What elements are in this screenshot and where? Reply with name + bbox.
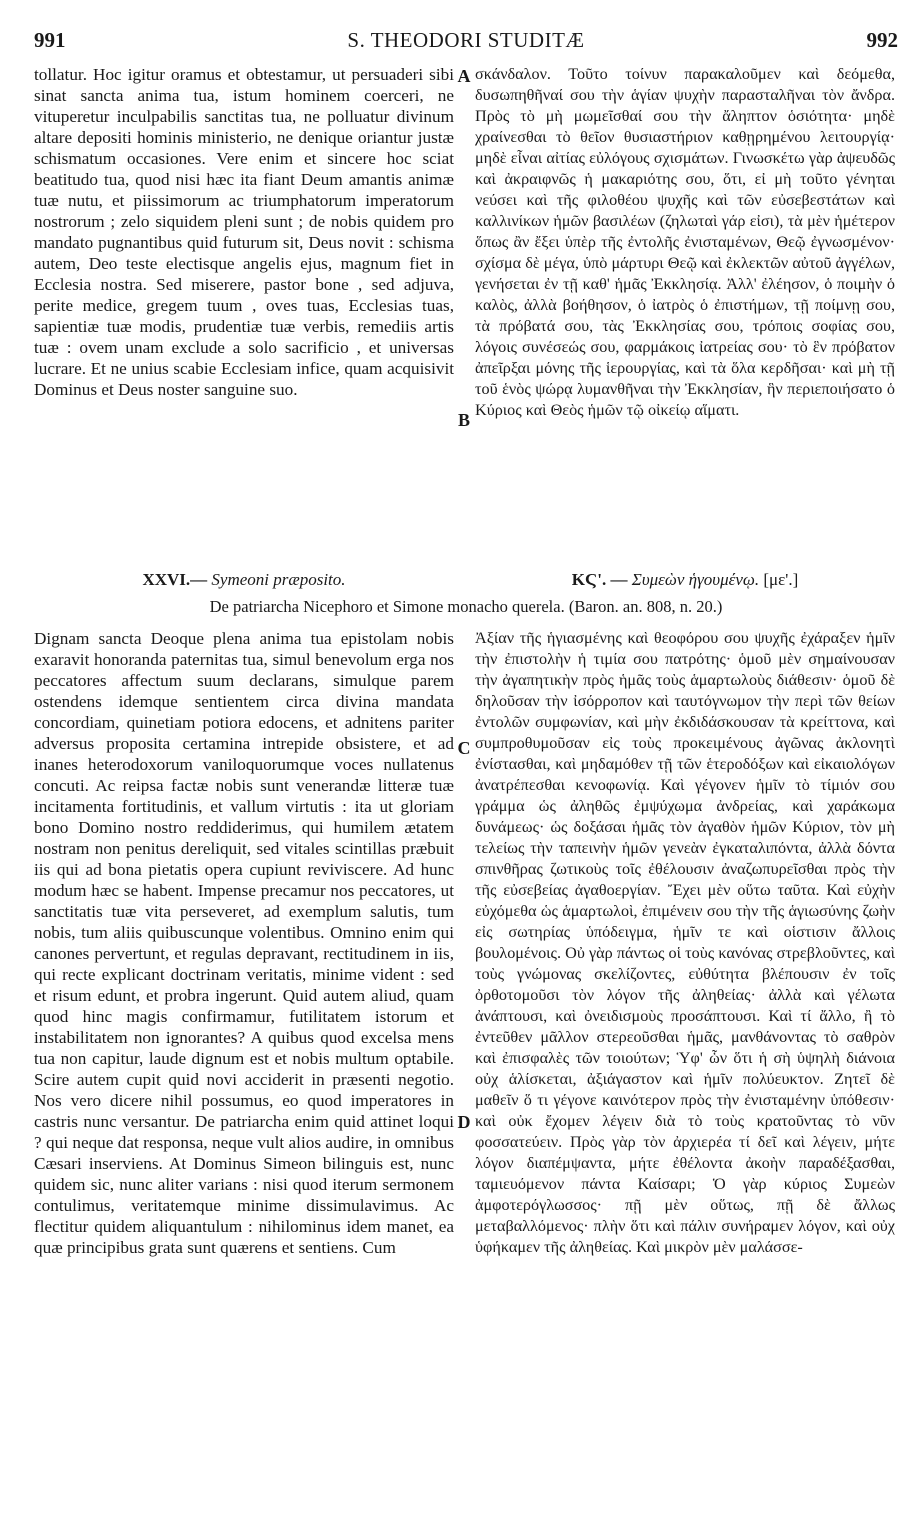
section-heading-latin — [34, 570, 454, 590]
greek-text-bottom: Ἀξίαν τῆς ἡγιασμένης καὶ θεοφόρου σου ψυχῆς ἐχάραξεν ἡμῖν τὴν ἐπιστολὴν ἡ τιμία σου πατρότης· ὁμοῦ μὲν σημαίνουσαν τὴν ἀγαπητικὴν πρὸς ἡμᾶς τοὺς ἁμαρτωλοὺς διάθεσιν· ὁμοῦ δὲ δηλοῦσαν τὴν ἰσόρροπον καὶ ταυτόγνωμον τὴν περὶ τῶν θείων ἐντολῶν συμφωνίαν, καὶ μὴν ἐκδιδάσκουσαν τὰ κρείττονα, καὶ συμπροθυμοῦσαν εἰς τοὺς προκειμένους ἀγῶνας ἀκλονητὶ ἐνίστασθαι, καὶ μηδαμόθεν τῇ τῶν ἑτεροδόξων καὶ εἰκαιολόγων ἀνατρέπεσθαι κενοφωνίᾳ. Καὶ γέγονεν ἡμῖν τὸ τίμιόν σου γράμμα ὡς ἀληθῶς ἐμψύχωμα ἀνδρείας, καὶ χαράκωμα δυνάμεως· ὡς δοξάσαι ἡμᾶς τὸν ἀγαθὸν ἡμῶν Κύριον, τὸν μὴ τελείως τὴν ταπεινὴν ἡμῶν γενεὰν ἐγκαταλιπόντα, ἀλλὰ δόντα σπινθῆρας ζωτικοὺς τοῖς ἐθέλουσιν ἀναζωπυρεῖσθαι πρὸς τὴν τῆς εὐσεβείας ἀγαθοεργίαν. Ἔχει μὲν οὕτω ταῦτα. Καὶ εὐχὴν εὐχόμεθα ὡς ἁμαρτωλοὶ, ἐπιμένειν σου τὴν τῆς ἁγιωσύνης ζωὴν εἰς σωτηρίας ὑπόδειγμα, ἡμῖν τε καὶ οἱστισιν ἄλλοις βουλομένοις. Οὐ γὰρ πάντως οἱ τοὺς κανόνας στρεβλοῦντες, καὶ τοὺς γνώμονας σκελίζοντες, εὐθύτητα βλέπουσιν ἐν τοῖς ὀρθοτομοῦσι τὸν λόγον τῆς ἀληθείας· ἀλλὰ καὶ γέλωτα ἀνάπτουσι, καὶ ὀνειδισμοὺς προσάπτουσι. Καὶ τί ἄλλο, ἢ τὸ ἐντεῦθεν μᾶλλον στερεοῦσθαι ἡμᾶς, μανθάνοντας τὸ σαθρὸν καὶ ἐπισφαλὲς τῶν τοιούτων; Ὑφ' ὧν ὅτι ἡ σὴ ὑψηλὴ διάνοια οὐχ ἁλίσκεται, ἀξιάγαστον καὶ ἡμῖν πολύευκτον. Ζητεῖ δὲ μαθεῖν ὅ τι γέγονε καινότερον πρὸς τὴν ἐνισταμένην ὑπόθεσιν· καὶ οὐκ ἔχομεν λέγειν διὰ τὸ τοὺς κρατοῦντας τὸ νῦν φοσσατεύειν. Πρὸς γὰρ τὸν ἀρχιερέα τί δεῖ καὶ λέγειν, μήτε λόγον διαπέμψαντα, μήτε ἐθέλοντα ἀκοὴν παραδέξασθαι, ταμιευόμενον πάντα Καίσαρι; Ὁ γὰρ κύριος Συμεὼν ἀμφοτερόγλωσσος· πῇ μὲν οὕτως, πῇ δὲ ἄλλως μεταβαλλόμενος· πλὴν ὅτι καὶ πάλιν συνήραμεν λόγον, καὶ οὐχ ὑφήκαμεν τῆς ἀληθείας. Καὶ μικρὸν μὲν μαλάσσε- — [475, 629, 895, 1256]
running-title: S. THEODORI STUDITÆ — [347, 28, 585, 52]
page-number-left: 991 — [34, 28, 66, 52]
section-subtitle: De patriarcha Nicephoro et Simone monacho querela. (Baron. an. 808, n. 20.) — [209, 597, 723, 616]
latin-text-top: tollatur. Hoc igitur oramus et obtestamur, ut persuaderi sibi sinat sancta anima tua, istum hominem coerceri, ne vituperetur inculpabilis sanctitas tua, ne polluatur divinum altare depositi hominis ministerio, ne denique oriantur justæ schismatum occasiones. Vere enim et sincere hoc sciat beatitudo tua, quod nisi hæc ita fiant Deum amantis animæ tuæ nutu, et piissimorum ac triumphatorum imperatorum nostrorum ; zelo siquidem pleni sunt ; de nobis quidem pro mandato pugnantibus quid futurum sit, Deus novit : schisma autem, Deo teste electisque angelis ejus, magnum fiet in Ecclesia nostra. Sed miserere, pastor bone , sed adjuva, perite medice, gregem tuum , oves tuas, Ecclesias tuas, sapientiæ tuæ modis, prudentiæ tuæ verbis, remediis artis tuæ : ovem unam exclude a solo sacrificio , et universas lucrare. Et ne unius scabie Ecclesiam infice, quam acquisivit Dominus et Deus noster sanguine suo. — [34, 65, 454, 399]
section-heading-greek — [475, 570, 895, 590]
margin-marker-a: A — [457, 66, 471, 86]
latin-text-bottom: Dignam sancta Deoque plena anima tua epistolam nobis exaravit honoranda paternitas tua, simul benevolum erga nos peccatores affectum suum declarans, simulque parem ostendens idemque sentientem circa divina mandata concordiam, quinetiam potiora edocens, et adnitens pariter adversus proposita certamina intrepide obsistere, et ad inanes heterodoxorum vaniloquorumque voces nullatenus concuti. Ac reipsa factæ nobis sunt venerandæ litteræ tuæ incitamenta fortitudinis, et vallum virtutis : ita ut gloriam bono Domino nostro reddiderimus, qui humilem ætatem nostram non penitus dereliquit, sed vitales scintillas præbuit iis qui ad bona pietatis opera cupiunt reviviscere. Ad hunc modum hæc se habent. Impense precamur nos peccatores, ut sanctitatis tuæ vita perseveret, ad exemplum salutis, tum nobis, tum aliis quibuscunque volentibus. Omnino enim qui canones pervertunt, et regulas depravant, rectitudinem in iis, qui recte explicant doctrinam veritatis, minime vident : sed et risum edunt, et probra ingerunt. Quid autem aliud, quam quod hinc magis confirmamur, futilitatem istorum et instabilitatem non ignorantes? A quibus quod excelsa mens tua non capitur, laude dignum est et nobis multum optabile. Scire autem cupit quid novi acciderit in præsenti negotio. Nos vero dicere nihil possumus, eo quod imperatores in castris nunc versantur. De patriarcha enim quid attinet loqui ? qui neque dat responsa, neque vult alios audire, in omnibus Cæsari inserviens. At Dominus Simeon bilinguis est, nunc quidem sic, nunc aliter varians : nisi quod iterum sermonem contulimus, veritatemque minime dissimulavimus. Ac flectitur quidem aliquantulum : nihilominus idem manet, ea quæ principibus grata sunt quærens et sentiens. Cum — [34, 629, 454, 1257]
margin-marker-b: B — [457, 410, 470, 430]
page-number-right: 992 — [866, 28, 898, 52]
section-reference-greek: [με'.] — [763, 570, 799, 589]
section-number-greek: ΚϚ'. — — [571, 570, 628, 589]
section-recipient-latin: Symeoni præposito. — [211, 570, 346, 589]
margin-marker-c: C — [457, 738, 471, 758]
greek-text-top: σκάνδαλον. Τοῦτο τοίνυν παρακαλοῦμεν καὶ δεόμεθα, δυσωπηθῆναί σου τὴν ἁγίαν ψυχὴν παρασταλῆναι τὸν ἄνδρα. Πρὸς τὸ μὴ μωμεῖσθαί σου τὴν ἄληπτον ὁσιότητα· μηδὲ χραίνεσθαι τὸ θεῖον θυσιαστήριον καθῃρημένου λειτουργίᾳ· μηδὲ εἶναι αἰτίας εὐλόγους σχισμάτων. Γινωσκέτω γὰρ ἀψευδῶς καὶ ἀκραιφνῶς ἡ μακαριότης σου, ὅτι, εἰ μὴ τοῦτο γένηται νεύσει καὶ τῆς φιλοθέου ψυχῆς καὶ τῶν εὐσεβεστάτων καὶ καλλινίκων ἡμῶν βασιλέων (ζηλωταὶ γάρ εἰσι), τὰ μὲν ἡμέτερον ὅπως ἂν ἔξει ὑπὲρ τῆς ἐντολῆς ἐνισταμένων, Θεῷ ἐγνωσμένον· σχίσμα δὲ μέγα, ὑπὸ μάρτυρι Θεῷ καὶ ἐκλεκτῶν αὐτοῦ ἀγγέλων, γενήσεται ἐν τῇ καθ' ἡμᾶς Ἐκκλησίᾳ. Ἀλλ' ἐλέησον, ὁ ποιμὴν ὁ καλὸς, ἀλλὰ βοήθησον, ὁ ἰατρὸς ὁ ἐπιστήμων, τῇ ποίμνῃ σου, τὰ πρόβατά σου, τὰς Ἐκκλησίας σου, τρόποις σοφίας σου, λόγοις συνέσεώς σου, φαρμάκοις ἰατρείας σου· τὸ ἓν πρόβατον ἀπεῖρξαι μόνης τῆς ἱερουργίας, καὶ τὰ ὅλα κερδῆσαι· καὶ μὴ τῇ τοῦ ἑνὸς ψώρᾳ λυμανθῆναι τὴν Ἐκκλησίαν, ἣν περιεποιήσατο ὁ Κύριος καὶ Θεὸς ἡμῶν τῷ οἰκείῳ αἵματι. — [475, 65, 895, 419]
section-recipient-greek: Συμεὼν ἡγουμένῳ. — [631, 570, 760, 589]
running-header — [34, 28, 898, 58]
margin-marker-d: D — [457, 1112, 471, 1132]
section-number-latin: XXVI.— — [142, 570, 208, 589]
